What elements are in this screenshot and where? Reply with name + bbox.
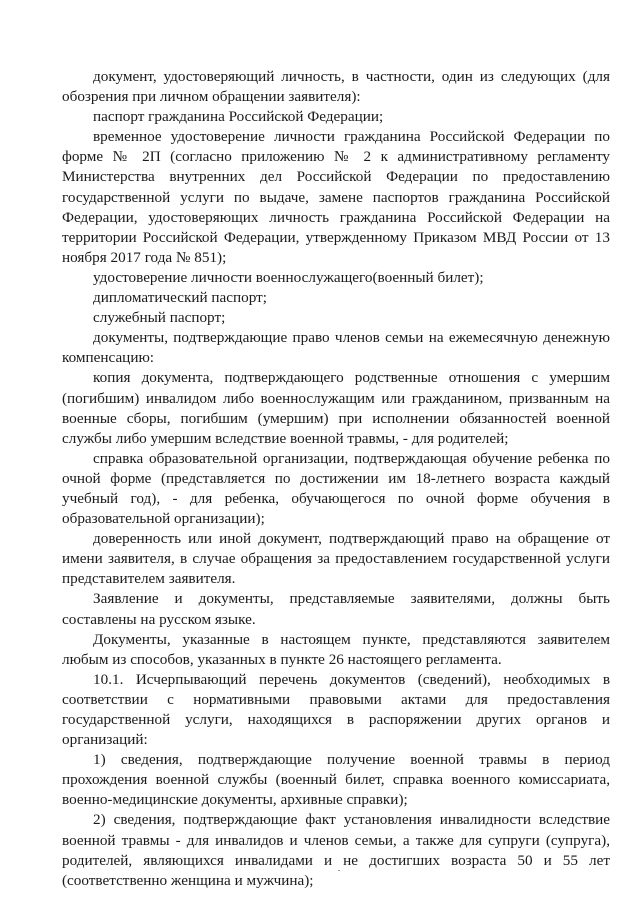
paragraph-passport: паспорт гражданина Российской Федерации; <box>93 108 384 126</box>
paragraph-diplomatic-passport: дипломатический паспорт; <box>93 289 267 307</box>
paragraph-military-id: удостоверение личности военнослужащего(военный билет); <box>93 268 484 286</box>
paragraph-education-certificate: справка образовательной организации, подтверждающая обучение ребенка по очной форме (представляется по достижении им 18-летнего возраста каждый учебный год), - для ребенка, обучающегося по очной форме обучения в образовательной организации); <box>62 449 610 528</box>
paragraph-service-passport: служебный паспорт; <box>93 309 226 327</box>
paragraph-item-1: 1) сведения, подтверждающие получение военной травмы в период прохождения военной службы (военный билет, справка военного комиссариата, военно-медицинские документы, архивные справки); <box>62 751 610 809</box>
paragraph-power-of-attorney: доверенность или иной документ, подтверждающий право на обращение от имени заявителя, в случае обращения за предоставлением государственной услуги представителем заявителя. <box>62 530 610 588</box>
paragraph-kinship-copy: копия документа, подтверждающего родственные отношения с умершим (погибшим) инвалидом либо военнослужащим или гражданином, призванным на военные сборы, погибшим (умершим) при исполнении обязанностей военной службы либо умершим вследствие военной травмы, - для родителей; <box>62 369 610 447</box>
paragraph-submission-methods: Документы, указанные в настоящем пункте, представляются заявителем любым из способов, указанных в пункте 26 настоящего регламента. <box>62 630 610 668</box>
paragraph-temporary-id: временное удостоверение личности гражданина Российской Федерации по форме № 2П (согласно приложению № 2 к административному регламенту Министерства внутренних дел Российской Федерации по предоставлению государственной услуги по выдаче, замене паспортов гражданина Российской Федерации, удостоверяющих личность гражданина Российской Федерации на территории Российской Федерации, утвержденному Приказом МВД России от 13 ноября 2017 года № 851); <box>62 128 610 266</box>
paragraph-family-documents: документы, подтверждающие право членов семьи на ежемесячную денежную компенсацию: <box>62 329 610 367</box>
paragraph-language-requirement: Заявление и документы, представляемые заявителями, должны быть составлены на русском языке. <box>62 590 610 628</box>
paragraph-section-10-1: 10.1. Исчерпывающий перечень документов (сведений), необходимых в соответствии с нормативными правовыми актами для предоставления государственной услуги, находящихся в распоряжении других органов и организаций: <box>62 670 610 749</box>
scan-artifact <box>338 870 340 871</box>
paragraph-identity-document: документ, удостоверяющий личность, в частности, один из следующих (для обозрения при личном обращении заявителя): <box>62 68 610 106</box>
document-page <box>62 67 610 891</box>
paragraph-item-2: 2) сведения, подтверждающие факт установления инвалидности вследствие военной травмы - для инвалидов и членов семьи, а также для супруги (супруга), родителей, являющихся инвалидами и не достигших возраста 50 и 55 лет (соответственно женщина и мужчина); <box>62 811 610 889</box>
